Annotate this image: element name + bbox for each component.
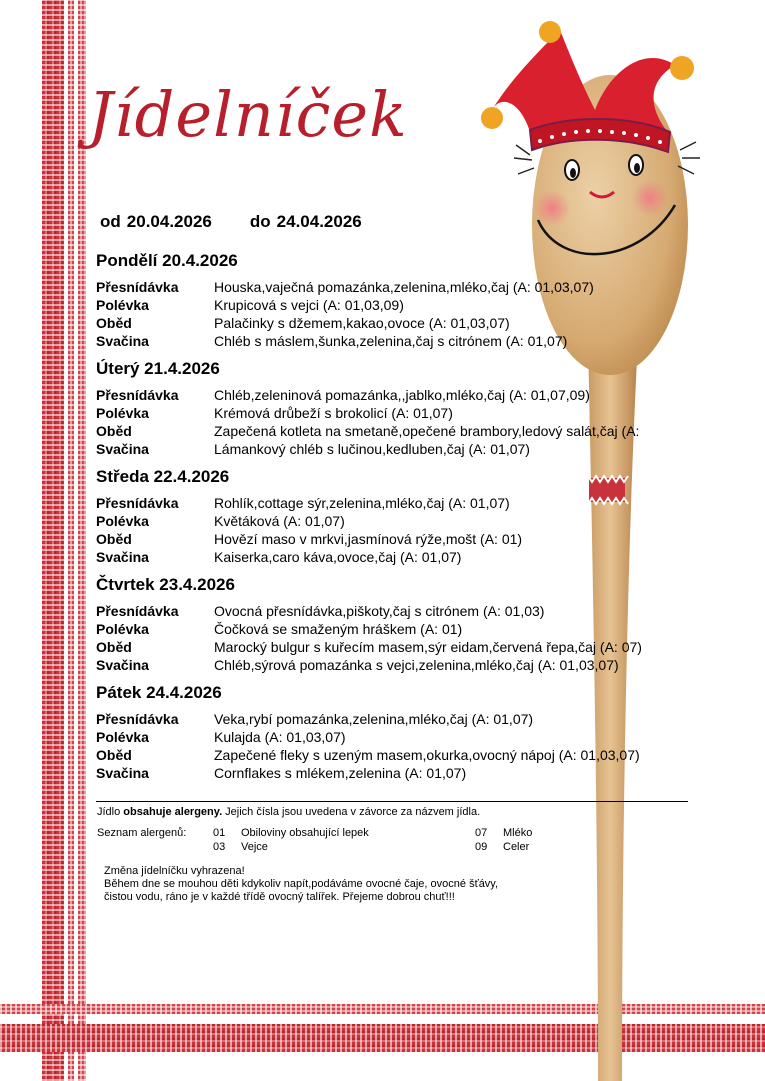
footer-notice [104,865,624,904]
meal-row [96,314,696,332]
meal-value: Kaiserka,caro káva,ovoce,čaj (A: 01,07) [214,549,462,565]
day-title: Pátek 24.4.2026 [96,683,222,702]
tablecloth-stripe-left-wide [42,0,64,1081]
allergen-item [213,827,369,839]
meal-label: Přesnídávka [96,279,179,295]
meal-row [96,278,696,296]
meal-row [96,710,696,728]
meal-label: Oběd [96,423,132,439]
allergen-name: Vejce [241,841,268,853]
meal-row [96,602,696,620]
meal-row [96,620,696,638]
meal-value: Marocký bulgur s kuřecím masem,sýr eidam,červená řepa,čaj (A: 07) [214,639,642,655]
day-wednesday [96,466,696,566]
meal-row [96,512,696,530]
footer-line: čistou vodu, ráno je v každé třídě ovocný talířek. Přejeme dobrou chuť!!! [104,891,455,903]
meal-row [96,548,696,566]
footer-line: Během dne se mouhou děti kdykoliv napít,podáváme ovocné čaje, ovocné šťávy, [104,878,499,890]
period-to-label: do [249,212,271,231]
meal-row [96,530,696,548]
allergen-name: Mléko [503,827,533,839]
day-title: Čtvrtek 23.4.2026 [96,575,235,594]
meal-label: Polévka [96,621,149,637]
meal-value: Veka,rybí pomazánka,zelenina,mléko,čaj (A: 01,07) [214,711,534,727]
allergen-name: Celer [503,841,530,853]
meal-label: Polévka [96,297,149,313]
allergen-list-label: Seznam alergenů: [97,827,187,839]
meal-label: Oběd [96,639,132,655]
meal-value: Zapečené fleky s uzeným masem,okurka,ovocný nápoj (A: 01,03,07) [214,747,640,763]
meal-row [96,494,696,512]
day-monday [96,250,696,350]
meal-value: Chléb,sýrová pomazánka s vejci,zelenina,mléko,čaj (A: 01,03,07) [214,657,619,673]
meal-label: Svačina [96,549,149,565]
period-from-date: 20.04.2026 [126,212,212,231]
meal-row [96,764,696,782]
meal-row [96,386,696,404]
allergen-name: Obiloviny obsahující lepek [241,827,369,839]
day-friday [96,682,696,782]
meal-label: Polévka [96,513,149,529]
meal-value: Chléb,zeleninová pomazánka,,jablko,mléko,čaj (A: 01,07,09) [214,387,590,403]
meal-label: Přesnídávka [96,711,179,727]
meal-row [96,296,696,314]
allergen-note-bold: obsahuje alergeny. [123,806,223,818]
meal-row [96,440,696,458]
meal-value: Zapečená kotleta na smetaně,opečené brambory,ledový salát,čaj (A: [214,423,640,439]
meal-label: Oběd [96,747,132,763]
page-title: Jídelníček [88,78,408,151]
allergen-number: 07 [475,827,488,839]
meal-label: Přesnídávka [96,603,179,619]
day-thursday [96,574,696,674]
meal-value: Hovězí maso v mrkvi,jasmínová rýže,mošt (A: 01) [214,531,523,547]
allergen-number: 09 [475,841,488,853]
period-to-date: 24.04.2026 [276,212,362,231]
menu-period [100,212,368,232]
allergen-item [213,841,268,853]
meal-row [96,422,696,440]
meal-value: Kulajda (A: 01,03,07) [214,729,346,745]
day-title: Středa 22.4.2026 [96,467,230,486]
day-tuesday [96,358,696,458]
meal-value: Krupicová s vejci (A: 01,03,09) [214,297,404,313]
allergen-number: 03 [213,841,226,853]
allergen-note-post: Jejich čísla jsou uvedena v závorce za názvem jídla. [222,806,481,818]
meal-label: Přesnídávka [96,387,179,403]
meal-row [96,728,696,746]
meal-label: Polévka [96,405,149,421]
footer-line: Změna jídelníčku vyhrazena! [104,865,245,877]
meal-row [96,404,696,422]
meal-value: Chléb s máslem,šunka,zelenina,čaj s citrónem (A: 01,07) [214,333,568,349]
allergen-item [475,827,532,839]
day-title: Úterý 21.4.2026 [96,359,220,378]
meal-label: Polévka [96,729,149,745]
allergen-note [97,806,480,818]
allergen-number: 01 [213,827,226,839]
meal-label: Oběd [96,315,132,331]
allergen-item [475,841,529,853]
meal-label: Přesnídávka [96,495,179,511]
meal-row [96,332,696,350]
allergen-note-pre: Jídlo [97,806,124,818]
meal-value: Cornflakes s mlékem,zelenina (A: 01,07) [214,765,467,781]
tablecloth-stripe-left-thin [68,0,74,1081]
meal-label: Svačina [96,333,149,349]
meal-value: Květáková (A: 01,07) [214,513,345,529]
tablecloth-stripe-left-thin-2 [78,0,86,1081]
meal-label: Svačina [96,657,149,673]
weekly-menu [96,250,696,790]
divider [96,801,688,802]
meal-value: Ovocná přesnídávka,piškoty,čaj s citrónem (A: 01,03) [214,603,545,619]
meal-row [96,638,696,656]
meal-value: Rohlík,cottage sýr,zelenina,mléko,čaj (A: 01,07) [214,495,510,511]
period-from-label: od [100,212,121,231]
meal-row [96,746,696,764]
meal-value: Čočková se smaženým hráškem (A: 01) [214,621,463,637]
day-title: Pondělí 20.4.2026 [96,251,238,270]
meal-label: Oběd [96,531,132,547]
meal-value: Houska,vaječná pomazánka,zelenina,mléko,čaj (A: 01,03,07) [214,279,594,295]
meal-value: Palačinky s džemem,kakao,ovoce (A: 01,03,07) [214,315,510,331]
meal-label: Svačina [96,765,149,781]
meal-value: Lámankový chléb s lučinou,kedluben,čaj (A: 01,07) [214,441,530,457]
meal-label: Svačina [96,441,149,457]
meal-value: Krémová drůbeží s brokolicí (A: 01,07) [214,405,453,421]
meal-row [96,656,696,674]
